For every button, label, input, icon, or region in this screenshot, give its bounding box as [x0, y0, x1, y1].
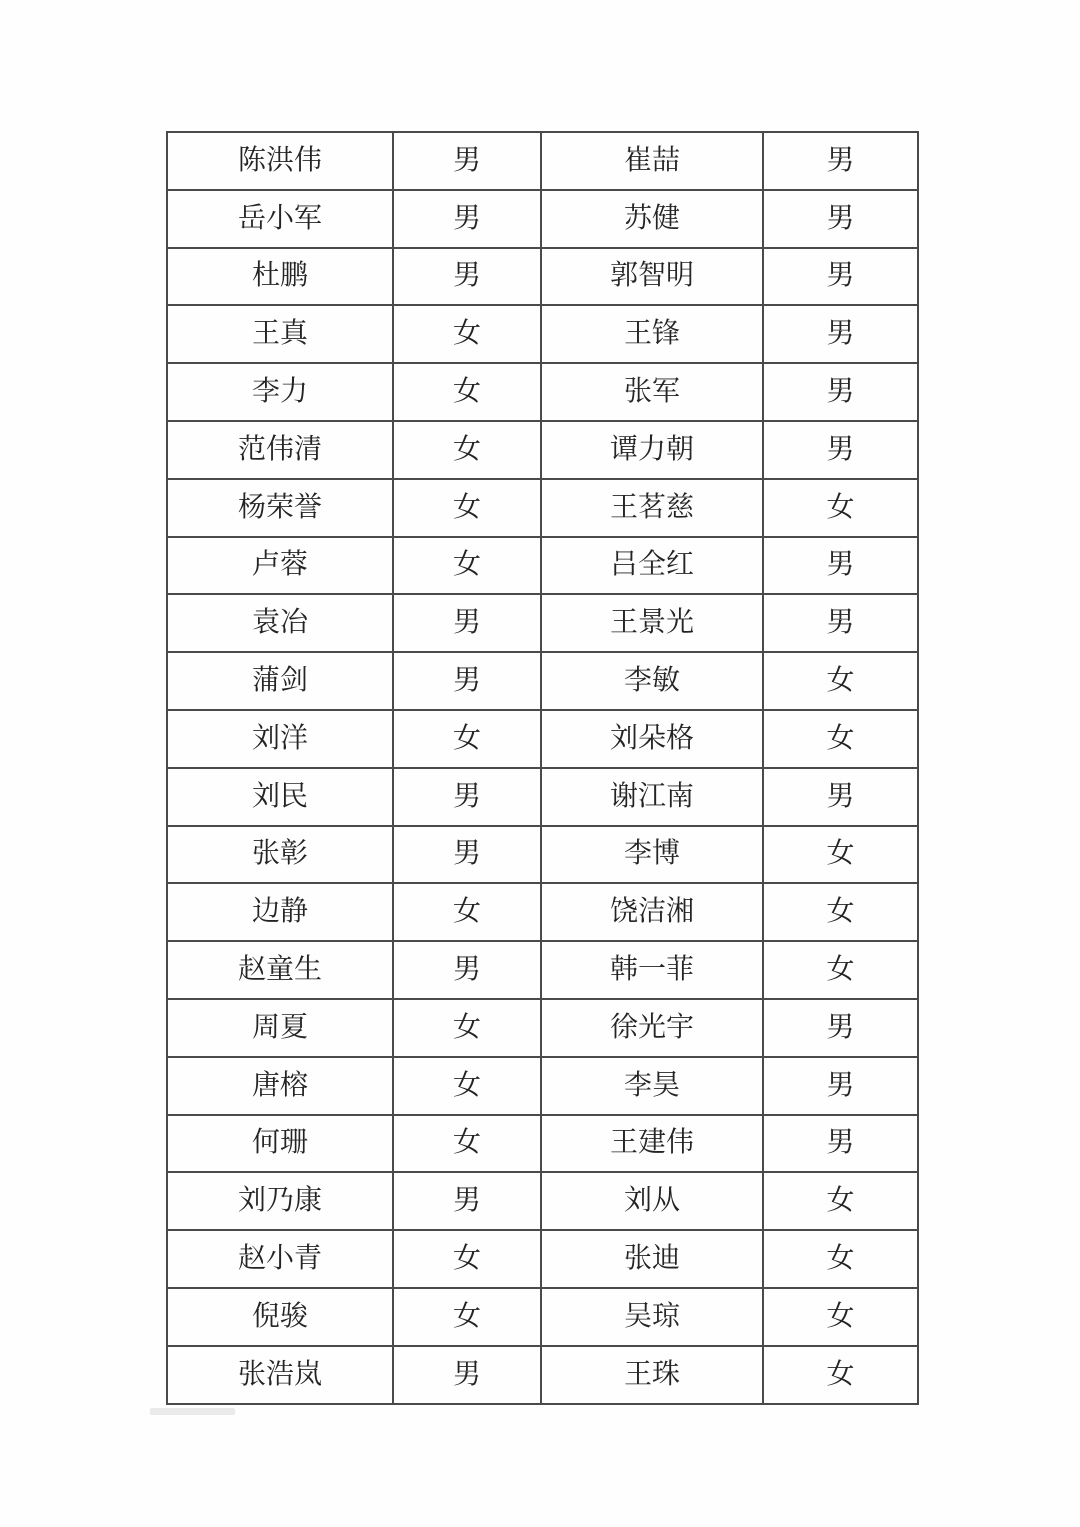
gender-cell: 女 — [393, 883, 541, 941]
table-row — [167, 826, 918, 884]
name-cell: 李力 — [167, 363, 393, 421]
gender-cell: 女 — [393, 363, 541, 421]
name-cell: 张迪 — [541, 1230, 763, 1288]
gender-cell: 女 — [393, 479, 541, 537]
gender-cell: 男 — [393, 248, 541, 306]
name-cell: 张浩岚 — [167, 1346, 393, 1404]
name-cell: 范伟清 — [167, 421, 393, 479]
name-cell: 岳小军 — [167, 190, 393, 248]
gender-cell: 女 — [763, 1172, 918, 1230]
name-cell: 王茗慈 — [541, 479, 763, 537]
gender-cell: 男 — [763, 363, 918, 421]
gender-cell: 女 — [393, 1230, 541, 1288]
table-row — [167, 999, 918, 1057]
table-row — [167, 1230, 918, 1288]
gender-cell: 男 — [393, 941, 541, 999]
name-cell: 徐光宇 — [541, 999, 763, 1057]
table-row — [167, 1346, 918, 1404]
gender-cell: 男 — [763, 594, 918, 652]
name-cell: 周夏 — [167, 999, 393, 1057]
gender-cell: 男 — [393, 768, 541, 826]
name-cell: 袁冶 — [167, 594, 393, 652]
gender-cell: 男 — [763, 999, 918, 1057]
table-body — [167, 132, 918, 1404]
gender-cell: 女 — [763, 710, 918, 768]
gender-cell: 女 — [393, 1288, 541, 1346]
name-cell: 崔喆 — [541, 132, 763, 190]
name-cell: 倪骏 — [167, 1288, 393, 1346]
gender-cell: 男 — [763, 768, 918, 826]
gender-cell: 女 — [393, 305, 541, 363]
gender-cell: 男 — [763, 305, 918, 363]
table-row — [167, 768, 918, 826]
name-cell: 杜鹏 — [167, 248, 393, 306]
name-cell: 李博 — [541, 826, 763, 884]
name-cell: 王建伟 — [541, 1115, 763, 1173]
gender-cell: 女 — [763, 883, 918, 941]
table-row — [167, 479, 918, 537]
gender-cell: 男 — [393, 594, 541, 652]
name-cell: 杨荣誉 — [167, 479, 393, 537]
gender-cell: 女 — [763, 941, 918, 999]
gender-cell: 女 — [393, 710, 541, 768]
gender-cell: 女 — [763, 479, 918, 537]
gender-cell: 女 — [763, 1230, 918, 1288]
gender-cell: 女 — [763, 1346, 918, 1404]
name-cell: 吴琼 — [541, 1288, 763, 1346]
name-cell: 王景光 — [541, 594, 763, 652]
table-row — [167, 421, 918, 479]
name-cell: 刘从 — [541, 1172, 763, 1230]
table-row — [167, 190, 918, 248]
name-cell: 刘民 — [167, 768, 393, 826]
name-cell: 苏健 — [541, 190, 763, 248]
name-cell: 刘洋 — [167, 710, 393, 768]
name-cell: 何珊 — [167, 1115, 393, 1173]
gender-cell: 男 — [393, 652, 541, 710]
name-cell: 赵小青 — [167, 1230, 393, 1288]
gender-cell: 男 — [393, 190, 541, 248]
gender-cell: 男 — [763, 1115, 918, 1173]
table-row — [167, 1115, 918, 1173]
name-cell: 边静 — [167, 883, 393, 941]
name-cell: 王锋 — [541, 305, 763, 363]
name-cell: 赵童生 — [167, 941, 393, 999]
name-cell: 唐榕 — [167, 1057, 393, 1115]
gender-cell: 女 — [763, 826, 918, 884]
name-cell: 谢江南 — [541, 768, 763, 826]
table-row — [167, 132, 918, 190]
gender-cell: 男 — [763, 248, 918, 306]
table-row — [167, 305, 918, 363]
name-cell: 张彰 — [167, 826, 393, 884]
table-row — [167, 363, 918, 421]
table-row — [167, 1288, 918, 1346]
name-cell: 王真 — [167, 305, 393, 363]
name-cell: 吕全红 — [541, 537, 763, 595]
name-cell: 韩一菲 — [541, 941, 763, 999]
name-cell: 李敏 — [541, 652, 763, 710]
gender-cell: 男 — [763, 190, 918, 248]
gender-cell: 男 — [763, 132, 918, 190]
name-cell: 陈洪伟 — [167, 132, 393, 190]
table-row — [167, 883, 918, 941]
gender-cell: 女 — [393, 1115, 541, 1173]
table-row — [167, 941, 918, 999]
gender-cell: 女 — [393, 537, 541, 595]
gender-cell: 女 — [393, 421, 541, 479]
name-cell: 王珠 — [541, 1346, 763, 1404]
gender-cell: 女 — [763, 1288, 918, 1346]
gender-cell: 男 — [393, 132, 541, 190]
name-cell: 卢蓉 — [167, 537, 393, 595]
table-row — [167, 710, 918, 768]
table-row — [167, 537, 918, 595]
table-row — [167, 1172, 918, 1230]
gender-cell: 男 — [393, 826, 541, 884]
name-cell: 刘朵格 — [541, 710, 763, 768]
gender-cell: 男 — [763, 537, 918, 595]
scan-artifact — [150, 1408, 235, 1415]
gender-cell: 女 — [393, 1057, 541, 1115]
table-row — [167, 1057, 918, 1115]
name-cell: 郭智明 — [541, 248, 763, 306]
gender-cell: 男 — [763, 1057, 918, 1115]
gender-cell: 男 — [763, 421, 918, 479]
gender-cell: 女 — [393, 999, 541, 1057]
table-row — [167, 652, 918, 710]
gender-cell: 男 — [393, 1172, 541, 1230]
table-row — [167, 248, 918, 306]
name-cell: 李昊 — [541, 1057, 763, 1115]
gender-cell: 女 — [763, 652, 918, 710]
name-cell: 谭力朝 — [541, 421, 763, 479]
roster-table — [166, 131, 919, 1405]
name-cell: 饶洁湘 — [541, 883, 763, 941]
name-cell: 刘乃康 — [167, 1172, 393, 1230]
gender-cell: 男 — [393, 1346, 541, 1404]
table-row — [167, 594, 918, 652]
name-cell: 张军 — [541, 363, 763, 421]
name-cell: 蒲剑 — [167, 652, 393, 710]
